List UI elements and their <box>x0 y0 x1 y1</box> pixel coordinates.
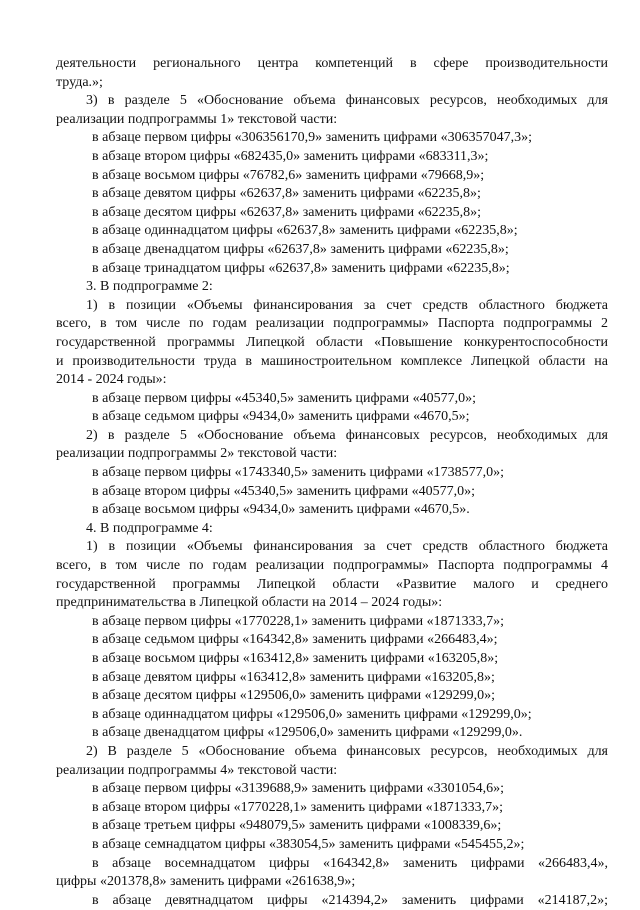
text-line: в абзаце десятом цифры «129506,0» заменить цифрами «129299,0»; <box>92 688 496 704</box>
text-line: деятельности регионального центра компетенций в сфере производительности <box>56 56 608 71</box>
text-line: в абзаце первом цифры «306356170,9» заменить цифрами «306357047,3»; <box>92 130 532 146</box>
text-line: в абзаце третьем цифры «948079,5» заменить цифрами «1008339,6»; <box>92 818 502 834</box>
text-line: 3. В подпрограмме 2: <box>86 279 213 295</box>
text-line: в абзаце восьмом цифры «163412,8» заменить цифрами «163205,8»; <box>92 651 499 666</box>
text-line: в абзаце первом цифры «1743340,5» заменить цифрами «1738577,0»; <box>92 465 504 481</box>
text-line: в абзаце втором цифры «45340,5» заменить цифрами «40577,0»; <box>92 483 475 499</box>
text-line: в абзаце двенадцатом цифры «129506,0» заменить цифрами «129299,0». <box>92 725 523 741</box>
text-line: реализации подпрограммы 2» текстовой части: <box>56 446 338 462</box>
text-line: предпринимательства в Липецкой области на 2014 – 2024 годы»: <box>56 595 443 611</box>
text-line: 1) в позиции «Объемы финансирования за счет средств областного бюджета <box>86 539 608 555</box>
text-line: в абзаце восьмом цифры «9434,0» заменить цифрами «4670,5». <box>92 502 470 518</box>
text-line: 4. В подпрограмме 4: <box>86 520 213 536</box>
text-line: 1) в позиции «Объемы финансирования за счет средств областного бюджета <box>86 297 608 313</box>
text-line: государственной программы Липецкой области «Повышение конкурентоспособности <box>56 334 608 350</box>
text-line: в абзаце девятом цифры «163412,8» заменить цифрами «163205,8»; <box>92 669 495 685</box>
text-line: в абзаце восьмом цифры «76782,6» заменить цифрами «79668,9»; <box>92 167 485 183</box>
text-line: 2) в разделе 5 «Обоснование объема финансовых ресурсов, необходимых для <box>86 427 608 443</box>
text-line: в абзаце седьмом цифры «164342,8» заменить цифрами «266483,4»; <box>92 632 498 648</box>
text-line: 2014 - 2024 годы»: <box>56 372 167 388</box>
text-line: всего, в том числе по годам реализации подпрограммы» Паспорта подпрограммы 4 <box>56 558 608 574</box>
text-line: в абзаце тринадцатом цифры «62637,8» заменить цифрами «62235,8»; <box>92 260 510 276</box>
text-line: 3) в разделе 5 «Обоснование объема финансовых ресурсов, необходимых для <box>86 93 608 109</box>
text-line: реализации подпрограммы 4» текстовой части: <box>56 762 338 778</box>
text-line: в абзаце первом цифры «1770228,1» заменить цифрами «1871333,7»; <box>92 613 504 629</box>
text-line: всего, в том числе по годам реализации подпрограммы» Паспорта подпрограммы 2 <box>56 316 608 332</box>
text-line: в абзаце первом цифры «45340,5» заменить цифрами «40577,0»; <box>92 390 476 406</box>
text-line: в абзаце семнадцатом цифры «383054,5» заменить цифрами «545455,2»; <box>92 836 525 852</box>
text-line: и производительности труда в машиностроительном комплексе Липецкой области на <box>56 353 608 369</box>
text-line: государственной программы Липецкой области «Развитие малого и среднего <box>56 576 608 592</box>
text-line: в абзаце двенадцатом цифры «62637,8» заменить цифрами «62235,8»; <box>92 241 509 257</box>
text-line: в абзаце первом цифры «3139688,9» заменить цифрами «3301054,6»; <box>92 781 504 797</box>
text-line: в абзаце одиннадцатом цифры «129506,0» заменить цифрами «129299,0»; <box>92 706 532 722</box>
text-line: в абзаце десятом цифры «62637,8» заменить цифрами «62235,8»; <box>92 204 482 220</box>
text-line: 2) В разделе 5 «Обоснование объема финансовых ресурсов, необходимых для <box>86 743 608 759</box>
text-line: в абзаце восемнадцатом цифры «164342,8» заменить цифрами «266483,4», <box>92 855 608 871</box>
text-line: в абзаце девятнадцатом цифры «214394,2» заменить цифрами «214187,2»; <box>92 892 608 908</box>
text-line: в абзаце одиннадцатом цифры «62637,8» заменить цифрами «62235,8»; <box>92 223 518 239</box>
text-line: в абзаце седьмом цифры «9434,0» заменить цифрами «4670,5»; <box>92 409 470 425</box>
text-line: в абзаце втором цифры «1770228,1» заменить цифрами «1871333,7»; <box>92 799 503 815</box>
text-line: цифры «201378,8» заменить цифрами «261638,9»; <box>56 874 356 890</box>
text-line: в абзаце втором цифры «682435,0» заменить цифрами «683311,3»; <box>92 148 489 164</box>
document-text <box>56 55 608 910</box>
text-line: реализации подпрограммы 1» текстовой части: <box>56 111 338 127</box>
text-line: труда.»; <box>56 74 103 90</box>
text-line: в абзаце девятом цифры «62637,8» заменить цифрами «62235,8»; <box>92 186 481 202</box>
